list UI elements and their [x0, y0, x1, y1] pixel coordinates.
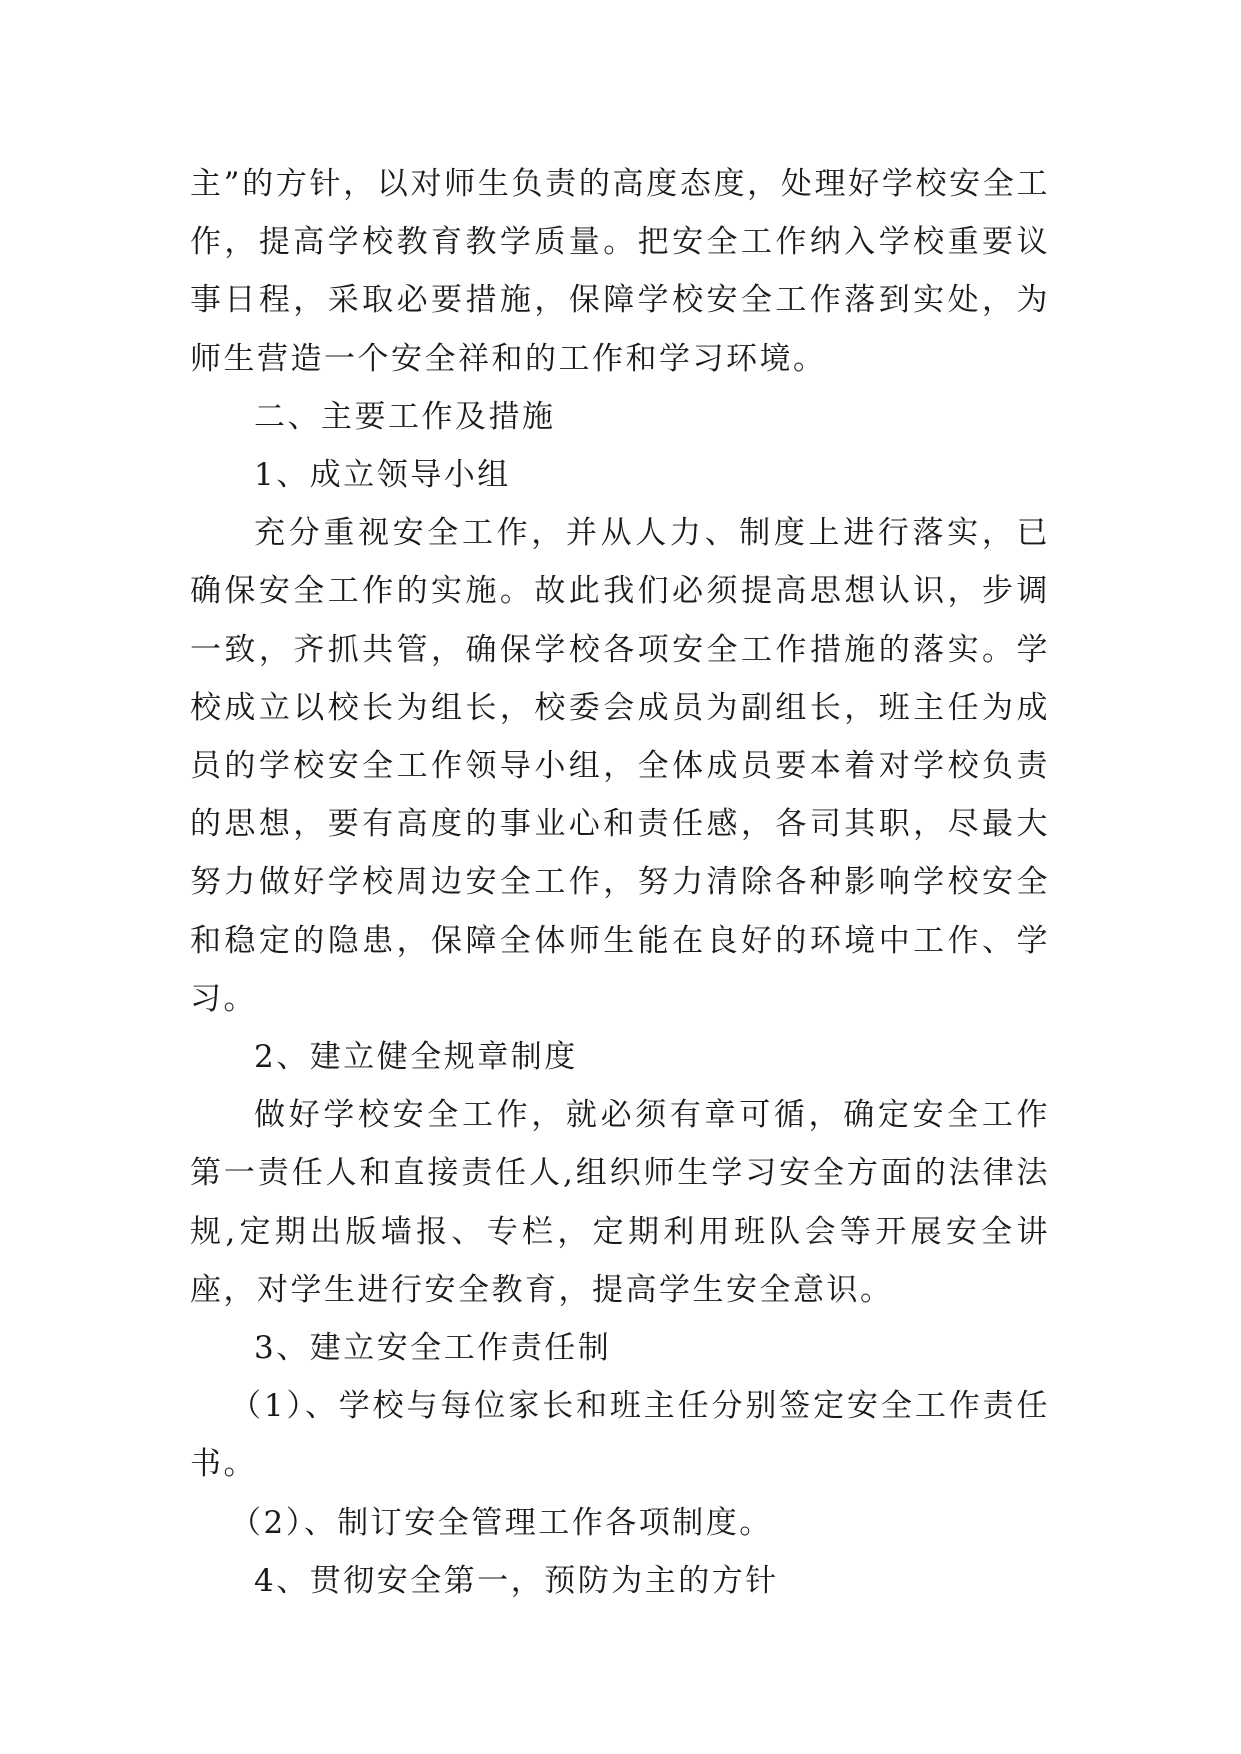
subheading-leadership-group: 1、成立领导小组 [254, 457, 511, 494]
paragraph-leadership-group: 充分重视安全工作，并从人力、制度上进行落实，已确保安全工作的实施。故此我们必须提高思想认识，步调一致，齐抓共管，确保学校各项安全工作措施的落实。学校成立以校长为组长，校委会成员为副组长，班主任为成员的学校安全工作领导小组，全体成员要本着对学校负责的思想，要有高度的事业心和责任感，各司其职，尽最大努力做好学校周边安全工作，努力清除各种影响学校安全和稳定的隐患，保障全体师生能在良好的环境中工作、学习。 [190, 515, 1050, 1017]
subheading-rules-system: 2、建立健全规章制度 [254, 1039, 578, 1076]
paragraph-rules-system: 做好学校安全工作，就必须有章可循，确定安全工作第一责任人和直接责任人,组织师生学习安全方面的法律法规,定期出版墙报、专栏，定期利用班队会等开展安全讲座，对学生进行安全教育，提高学生安全意识。 [190, 1097, 1050, 1308]
paragraph-responsibility-item-2: （2）、制订安全管理工作各项制度。 [230, 1504, 773, 1541]
section-heading-main-work: 二、主要工作及措施 [254, 398, 556, 435]
paragraph-responsibility-item-1: （1）、学校与每位家长和班主任分别签定安全工作责任书。 [190, 1388, 1050, 1483]
document-body [190, 155, 1050, 1610]
subheading-responsibility-system: 3、建立安全工作责任制 [254, 1330, 612, 1367]
paragraph-policy-intro: 主”的方针，以对师生负责的高度态度，处理好学校安全工作，提高学校教育教学质量。把安全工作纳入学校重要议事日程，采取必要措施，保障学校安全工作落到实处，为师生营造一个安全祥和的工作和学习环境。 [190, 166, 1050, 377]
subheading-safety-first: 4、贯彻安全第一，预防为主的方针 [254, 1562, 779, 1599]
